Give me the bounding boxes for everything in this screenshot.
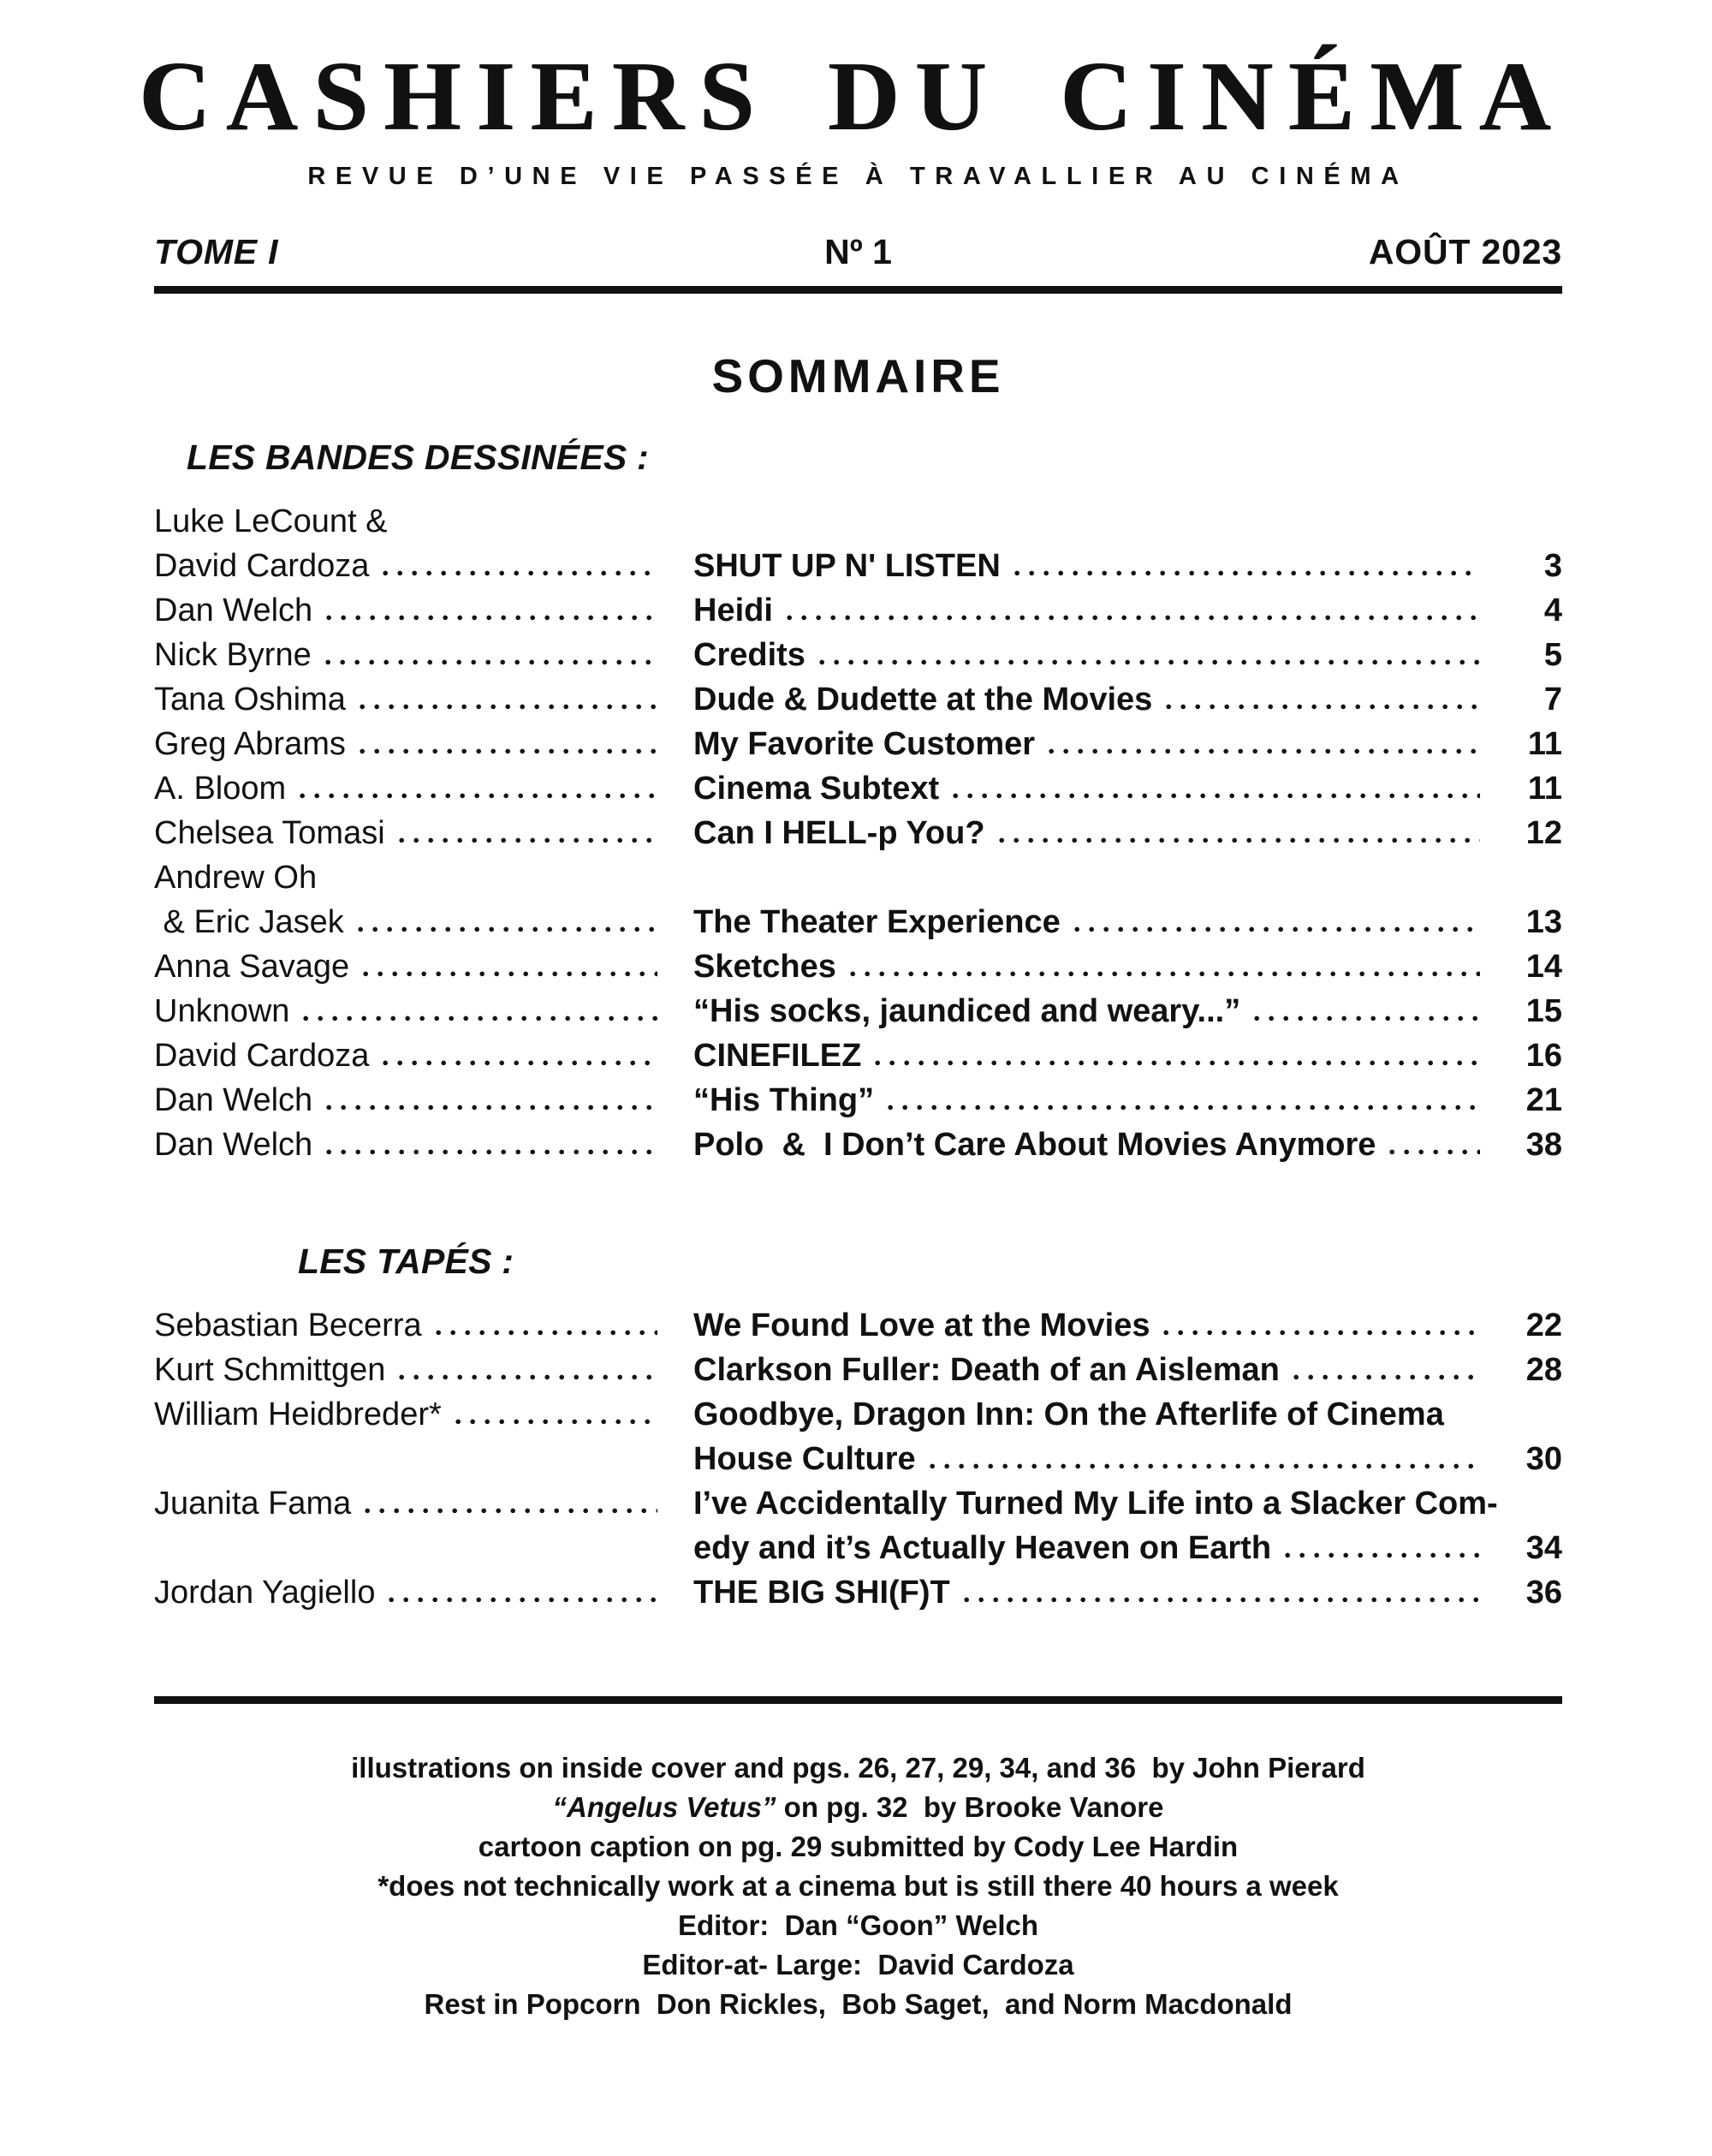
footer-line-editor: Editor: Dan “Goon” Welch xyxy=(677,1909,1039,1942)
entry-cell xyxy=(693,904,1501,941)
entry-cell xyxy=(693,815,1501,852)
title-dot-leader xyxy=(1074,926,1480,932)
page-number: 34 xyxy=(1525,1530,1562,1567)
name-dot-leader xyxy=(325,659,657,665)
entry-cell xyxy=(693,1441,1501,1478)
entry-cell xyxy=(693,1575,1501,1611)
entry-cell xyxy=(693,1082,1501,1119)
page-number: 16 xyxy=(1525,1038,1562,1075)
title-dot-leader xyxy=(953,793,1480,799)
toc-section-tapes xyxy=(154,1307,1562,1619)
footer-angelus-rest: on pg. 32 by Brooke Vanore xyxy=(776,1791,1164,1824)
toc-row xyxy=(154,1082,1562,1127)
page-number: 15 xyxy=(1525,993,1562,1030)
name-dot-leader xyxy=(436,1330,657,1336)
title-dot-leader xyxy=(850,971,1480,977)
title-dot-leader xyxy=(1285,1552,1480,1558)
contributor-cell xyxy=(154,993,693,1030)
contributor-cell xyxy=(154,1307,693,1344)
title-dot-leader xyxy=(1166,704,1480,710)
section-heading-tapes: LES TAPÉS : xyxy=(298,1242,514,1282)
name-dot-leader xyxy=(300,793,657,799)
title-dot-leader xyxy=(875,1060,1480,1066)
name-dot-leader xyxy=(358,926,657,932)
contributor-name: David Cardoza xyxy=(154,1038,370,1075)
contributor-cell xyxy=(154,904,693,941)
entry-title: “His socks, jaundiced and weary...” xyxy=(693,993,1241,1030)
title-dot-leader xyxy=(1014,570,1480,576)
contributor-name: Luke LeCount & xyxy=(154,503,388,540)
title-dot-leader xyxy=(999,837,1480,843)
contributor-name: Dan Welch xyxy=(154,593,313,629)
footer-line-illustrations: illustrations on inside cover and pgs. 26, 27, 29, 34, and 36 by John Pierard xyxy=(351,1752,1365,1784)
page-number: 5 xyxy=(1543,637,1562,674)
footer-line-rest-in-popcorn: Rest in Popcorn Don Rickles, Bob Saget, and Norm Macdonald xyxy=(424,1988,1293,2021)
entry-cell xyxy=(693,637,1501,674)
contributor-cell xyxy=(154,771,693,807)
contributor-cell xyxy=(154,548,693,585)
magazine-title: CASHIERS DU CINÉMA xyxy=(139,42,1566,152)
page-number: 36 xyxy=(1525,1575,1562,1611)
issue-number-label: Nº 1 xyxy=(824,232,892,272)
entry-cell xyxy=(693,726,1501,763)
footer-angelus-title: “Angelus Vetus” xyxy=(552,1791,776,1824)
entry-title: THE BIG SHI(F)T xyxy=(693,1575,950,1611)
toc-row xyxy=(154,1127,1562,1171)
entry-title: I’ve Accidentally Turned My Life into a Slacker Com- xyxy=(693,1486,1498,1522)
name-dot-leader xyxy=(389,1597,657,1603)
entry-title: Can I HELL-p You? xyxy=(693,815,985,852)
toc-row xyxy=(154,860,1562,904)
contributor-cell xyxy=(154,1352,693,1389)
name-dot-leader xyxy=(303,1015,657,1021)
entry-cell xyxy=(693,1127,1501,1164)
name-dot-leader xyxy=(365,1508,657,1514)
page-number: 38 xyxy=(1525,1127,1562,1164)
entry-cell xyxy=(693,593,1501,629)
toc-row xyxy=(154,1307,1562,1352)
page-number: 21 xyxy=(1525,1082,1562,1119)
entry-cell xyxy=(693,682,1501,718)
contributor-name: Greg Abrams xyxy=(154,726,346,763)
page-number: 14 xyxy=(1525,949,1562,986)
toc-row xyxy=(154,503,1562,548)
toc-row xyxy=(154,1575,1562,1619)
toc-row xyxy=(154,771,1562,815)
name-dot-leader xyxy=(326,1149,657,1155)
entry-title: Goodbye, Dragon Inn: On the Afterlife of Cinema xyxy=(693,1397,1444,1433)
entry-cell xyxy=(693,1486,1562,1522)
contributor-name: Juanita Fama xyxy=(154,1486,352,1522)
header-rule xyxy=(154,286,1562,294)
contributor-name: Chelsea Tomasi xyxy=(154,815,385,852)
contributor-name: Nick Byrne xyxy=(154,637,312,674)
toc-section-bandes-dessinees xyxy=(154,503,1562,1171)
contributor-cell xyxy=(154,593,693,629)
contributor-cell xyxy=(154,1038,693,1075)
toc-row xyxy=(154,548,1562,593)
footer-line-angelus xyxy=(154,1788,1562,1827)
footer-line-editor-at-large: Editor-at- Large: David Cardoza xyxy=(642,1949,1074,1981)
name-dot-leader xyxy=(399,1374,657,1380)
entry-title: Polo & I Don’t Care About Movies Anymore xyxy=(693,1127,1376,1164)
title-dot-leader xyxy=(1254,1015,1480,1021)
entry-title: edy and it’s Actually Heaven on Earth xyxy=(693,1530,1272,1567)
footer-line-cartoon-caption: cartoon caption on pg. 29 submitted by Cody Lee Hardin xyxy=(478,1831,1239,1863)
name-dot-leader xyxy=(383,570,657,576)
contributor-name: & Eric Jasek xyxy=(154,904,344,941)
name-dot-leader xyxy=(383,1060,657,1066)
title-dot-leader xyxy=(1163,1330,1480,1336)
contributor-cell xyxy=(154,503,693,540)
name-dot-leader xyxy=(326,615,657,621)
contributor-name: Dan Welch xyxy=(154,1127,313,1164)
contributor-name: Dan Welch xyxy=(154,1082,313,1119)
entry-title: Sketches xyxy=(693,949,836,986)
page-number: 11 xyxy=(1527,771,1562,807)
entry-title: The Theater Experience xyxy=(693,904,1061,941)
entry-cell xyxy=(693,949,1501,986)
entry-title: Clarkson Fuller: Death of an Aisleman xyxy=(693,1352,1280,1389)
entry-title: Cinema Subtext xyxy=(693,771,940,807)
contributor-cell xyxy=(154,1397,693,1433)
page-number: 22 xyxy=(1525,1307,1562,1344)
title-dot-leader xyxy=(787,615,1480,621)
contributor-name: Kurt Schmittgen xyxy=(154,1352,386,1389)
entry-title: Dude & Dudette at the Movies xyxy=(693,682,1153,718)
title-dot-leader xyxy=(888,1105,1480,1111)
title-dot-leader xyxy=(1389,1149,1480,1155)
contributor-cell xyxy=(154,1127,693,1164)
page-number: 13 xyxy=(1525,904,1562,941)
title-dot-leader xyxy=(819,659,1480,665)
page-number: 4 xyxy=(1543,593,1562,629)
contributor-cell xyxy=(154,1082,693,1119)
contributor-cell xyxy=(154,1486,693,1522)
title-dot-leader xyxy=(930,1463,1480,1469)
name-dot-leader xyxy=(360,748,657,754)
sommaire-title: SOMMAIRE xyxy=(711,349,1005,403)
entry-title: My Favorite Customer xyxy=(693,726,1036,763)
name-dot-leader xyxy=(326,1105,657,1111)
entry-title: SHUT UP N' LISTEN xyxy=(693,548,1001,585)
tome-label: TOME I xyxy=(154,232,279,272)
entry-cell xyxy=(693,1530,1501,1567)
entry-cell xyxy=(693,548,1501,585)
contributor-cell xyxy=(154,815,693,852)
page-number: 12 xyxy=(1525,815,1562,852)
entry-title: “His Thing” xyxy=(693,1082,875,1119)
toc-row xyxy=(154,949,1562,993)
toc-row xyxy=(154,1038,1562,1082)
entry-title: Heidi xyxy=(693,593,773,629)
entry-title: House Culture xyxy=(693,1441,916,1478)
contributor-cell xyxy=(154,726,693,763)
entry-title: Credits xyxy=(693,637,805,674)
entry-cell xyxy=(693,993,1501,1030)
entry-cell xyxy=(693,1352,1501,1389)
title-dot-leader xyxy=(1049,748,1480,754)
footer-credits xyxy=(154,1748,1562,2024)
magazine-subtitle: REVUE D’UNE VIE PASSÉE À TRAVALLIER AU CINÉMA xyxy=(307,163,1409,191)
toc-row xyxy=(154,682,1562,726)
contributor-name: A. Bloom xyxy=(154,771,287,807)
contributor-cell xyxy=(154,682,693,718)
contributor-name: Sebastian Becerra xyxy=(154,1307,422,1344)
contributor-name: Jordan Yagiello xyxy=(154,1575,376,1611)
toc-row xyxy=(154,593,1562,637)
contributor-cell xyxy=(154,949,693,986)
contributor-name: David Cardoza xyxy=(154,548,370,585)
entry-cell xyxy=(693,1038,1501,1075)
toc-row xyxy=(154,1530,1562,1575)
page-number: 3 xyxy=(1543,548,1562,585)
toc-row xyxy=(154,815,1562,860)
contributor-cell xyxy=(154,1575,693,1611)
toc-row xyxy=(154,1441,1562,1486)
entry-cell xyxy=(693,771,1501,807)
toc-row xyxy=(154,1352,1562,1397)
page-number: 11 xyxy=(1527,726,1562,763)
title-dot-leader xyxy=(964,1597,1480,1603)
contributor-name: Andrew Oh xyxy=(154,860,318,896)
toc-row xyxy=(154,726,1562,771)
entry-title: We Found Love at the Movies xyxy=(693,1307,1150,1344)
issue-info-row xyxy=(154,232,1562,272)
contributor-name: Tana Oshima xyxy=(154,682,346,718)
name-dot-leader xyxy=(360,704,657,710)
toc-row xyxy=(154,904,1562,949)
page-number: 30 xyxy=(1525,1441,1562,1478)
toc-row xyxy=(154,1397,1562,1441)
footer-rule xyxy=(154,1696,1562,1704)
contributor-name: Unknown xyxy=(154,993,290,1030)
entry-title: CINEFILEZ xyxy=(693,1038,862,1075)
name-dot-leader xyxy=(455,1419,657,1425)
contributor-cell xyxy=(154,637,693,674)
toc-row xyxy=(154,637,1562,682)
section-heading-bandes-dessinees: LES BANDES DESSINÉES : xyxy=(187,438,649,478)
page-number: 28 xyxy=(1525,1352,1562,1389)
title-dot-leader xyxy=(1293,1374,1480,1380)
issue-date-label: AOÛT 2023 xyxy=(1368,232,1562,272)
page-number: 7 xyxy=(1543,682,1562,718)
name-dot-leader xyxy=(399,837,657,843)
footer-line-asterisk-note: *does not technically work at a cinema but is still there 40 hours a week xyxy=(377,1870,1339,1903)
name-dot-leader xyxy=(363,971,657,977)
contributor-name: William Heidbreder* xyxy=(154,1397,442,1433)
entry-cell xyxy=(693,1397,1562,1433)
entry-cell xyxy=(693,1307,1501,1344)
masthead xyxy=(139,42,1566,191)
contributor-cell xyxy=(154,860,693,896)
contributor-name: Anna Savage xyxy=(154,949,350,986)
toc-row xyxy=(154,993,1562,1038)
toc-row xyxy=(154,1486,1562,1530)
